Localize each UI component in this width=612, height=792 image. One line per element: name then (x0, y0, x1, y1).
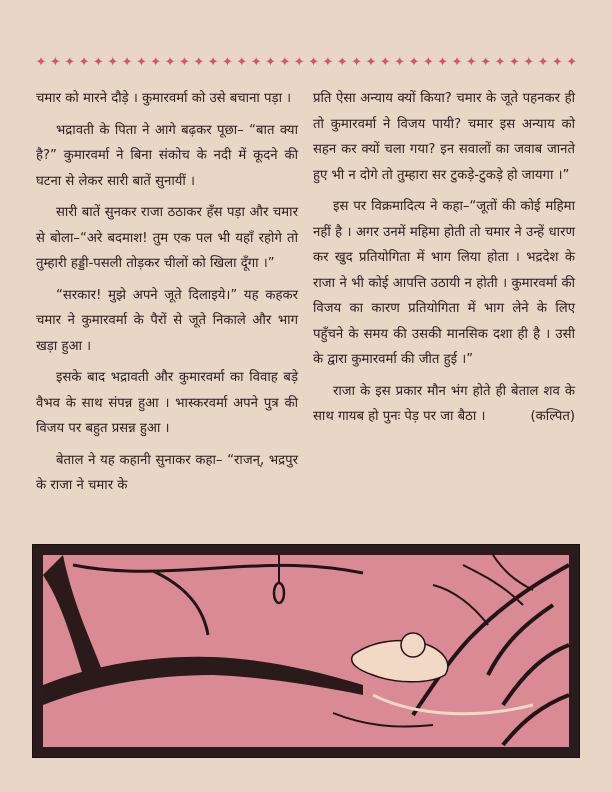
border-motif-icon: ✦ (336, 54, 348, 70)
illustration-panel (32, 544, 580, 758)
border-motif-icon: ✦ (121, 54, 133, 70)
border-motif-icon: ✦ (379, 54, 391, 70)
border-motif-icon: ✦ (265, 54, 276, 70)
fiction-tag: (कल्पित) (530, 409, 575, 424)
border-motif-icon: ✦ (523, 54, 535, 70)
border-motif-icon: ✦ (135, 54, 147, 70)
border-motif-icon: ✦ (64, 54, 76, 70)
paragraph: “सरकार! मुझे अपने जूते दिलाइये।” यह कहकर चमार ने कुमारवर्मा के पैरों से जूते निकाले और भाग खड़ा हुआ । (36, 287, 298, 354)
border-motif-icon: ✦ (408, 54, 420, 70)
border-motif-icon: ✦ (222, 54, 233, 70)
border-motif-icon: ✦ (437, 54, 449, 70)
left-text-column (36, 86, 298, 505)
paragraph: इस पर विक्रमादित्य ने कहा–“जूतों की कोई महिमा नहीं है । अगर उनमें महिमा होती तो चमार ने उन्हें धारण कर खुद प्रतियोगिता में भाग लिया होता । भद्रदेश के राजा ने भी कोई आपत्ति उठायी न होती । कुमारवर्मा की विजय का कारण प्रतियोगिता में भाग लेने के लिए पहुँचने के समय की उसकी मानसिक दशा ही है । उसी के द्वारा कुमारवर्मा की जीत हुई ।” (313, 199, 575, 367)
paragraph: सारी बातें सुनकर राजा ठठाकर हँस पड़ा और चमार से बोला–“अरे बदमाश! तुम एक पल भी यहाँ रहोगे तो तुम्हारी हड्डी-पसली तोड़कर चीलों को खिला दूँगा ।” (36, 205, 298, 271)
paragraph: बेताल ने यह कहानी सुनाकर कहा– “राजन्, भद्रपुर के राजा ने चमार के (36, 452, 298, 493)
border-motif-icon: ✦ (365, 54, 377, 70)
border-motif-icon: ✦ (193, 54, 205, 70)
right-text-column (313, 86, 575, 436)
border-motif-icon: ✦ (465, 54, 477, 70)
paragraph (313, 379, 575, 430)
border-motif-icon: ✦ (279, 54, 291, 70)
border-motif-icon: ✦ (551, 54, 563, 70)
border-motif-icon: ✦ (164, 54, 176, 70)
border-motif-icon: ✦ (35, 54, 47, 70)
paragraph: प्रति ऐसा अन्याय क्यों किया? चमार के जूते पहनकर ही तो कुमारवर्मा ने विजय पायी? चमार इस अन्याय को सहन कर क्यों चला गया? इन सवालों का जवाब जानते हुए भी न दोगे तो तुम्हारा सर टुकड़े-टुकड़े हो जायगा ।” (313, 91, 575, 183)
border-motif-icon: ✦ (107, 54, 119, 70)
border-motif-icon: ✦ (150, 54, 162, 70)
border-motif-icon: ✦ (293, 54, 305, 70)
border-motif-icon: ✦ (480, 54, 492, 70)
border-motif-icon: ✦ (308, 54, 319, 70)
border-motif-icon: ✦ (351, 54, 363, 70)
betal-head (401, 633, 425, 657)
border-motif-icon: ✦ (322, 54, 334, 70)
border-motif-icon: ✦ (508, 54, 520, 70)
border-motif-icon: ✦ (451, 54, 463, 70)
border-motif-icon: ✦ (394, 54, 406, 70)
border-motif-icon: ✦ (92, 54, 104, 70)
border-motif-icon: ✦ (250, 54, 262, 70)
paragraph: चमार को मारने दौड़े । कुमारवर्मा को उसे बचाना पड़ा । (36, 91, 292, 106)
decorative-border (34, 52, 579, 72)
border-motif-icon: ✦ (207, 54, 219, 70)
border-motif-icon: ✦ (537, 54, 549, 70)
paragraph: इसके बाद भद्रावती और कुमारवर्मा का विवाह बड़े वैभव के साथ संपन्न हुआ । भास्करवर्मा अपने पुत्र की विजय पर बहुत प्रसन्न हुआ । (36, 370, 298, 436)
border-motif-icon: ✦ (49, 54, 61, 70)
paragraph-text: राजा के इस प्रकार मौन भंग होते ही बेताल शव के साथ गायब हो पुनः पेड़ पर जा बैठा । (313, 383, 575, 424)
border-motif-icon: ✦ (78, 54, 90, 70)
border-motif-icon: ✦ (566, 54, 578, 70)
border-motif-icon: ✦ (422, 54, 434, 70)
border-motif-icon: ✦ (494, 54, 506, 70)
sky-background (43, 555, 569, 747)
border-motif-icon: ✦ (178, 54, 190, 70)
border-motif-icon: ✦ (236, 54, 248, 70)
tree-ghost-illustration (33, 545, 579, 757)
paragraph: भद्रावती के पिता ने आगे बढ़कर पूछा– “बात क्या है?” कुमारवर्मा ने बिना संकोच के नदी में कूदने की घटना से लेकर सारी बातें सुनायीं । (36, 122, 298, 189)
